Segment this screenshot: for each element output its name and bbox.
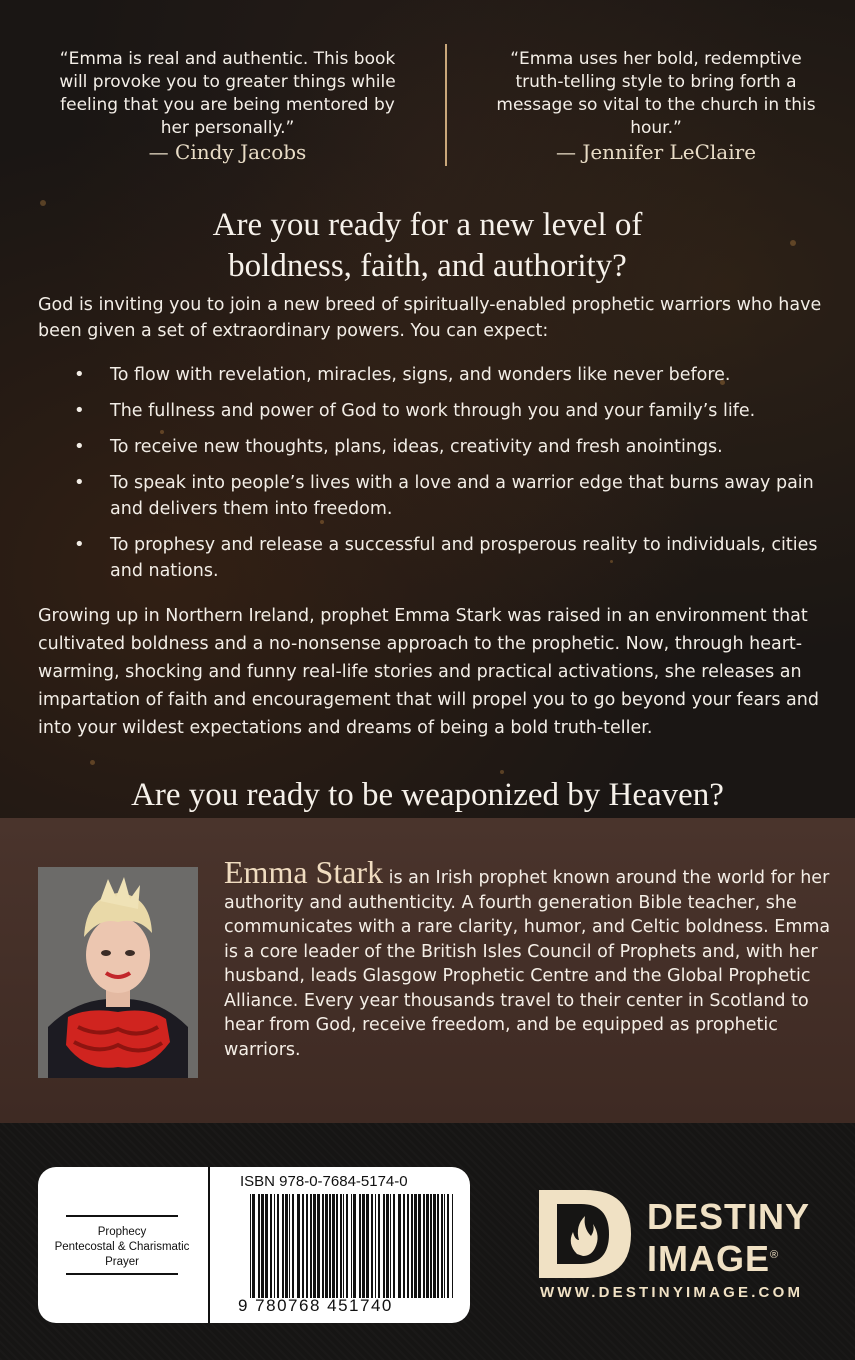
barcode-bar [302, 1194, 304, 1298]
barcode-bar [366, 1194, 369, 1298]
barcode-bar [362, 1194, 365, 1298]
barcode-bar [398, 1194, 401, 1298]
publisher-name [647, 1198, 810, 1278]
list-item: • To prophesy and release a successful and prosperous reality to individuals, cities and nations. [70, 532, 830, 584]
author-photo [38, 867, 198, 1078]
barcode-bar [371, 1194, 373, 1298]
publisher-name-line-2: IMAGE [647, 1238, 771, 1279]
description-paragraph: Growing up in Northern Ireland, prophet Emma Stark was raised in an environment that cultivated boldness and a no-nonsense approach to the prophetic. Now, through heart-warming, shocking and funny real-life stories and practical activations, she releases an impartation of faith and encouragement that will propel you to go beyond your fears and into your wildest expectations and dreams of being a bold truth-teller. [38, 606, 819, 738]
endorsement-jennifer-leclaire [495, 48, 817, 164]
barcode-bar [418, 1194, 421, 1298]
barcode-bar [426, 1194, 429, 1298]
barcode-bar [313, 1194, 316, 1298]
barcode-bar [310, 1194, 312, 1298]
barcode-bar [285, 1194, 288, 1298]
category-rule [66, 1273, 178, 1275]
list-item: • The fullness and power of God to work through you and your family’s life. [70, 398, 830, 424]
barcode-bar [383, 1194, 385, 1298]
barcode-bar [411, 1194, 413, 1298]
barcode-bar [444, 1194, 445, 1298]
endorsement-quote: “Emma is real and authentic. This book will provoke you to greater things while feeling that you are being mentored by her personally.” [59, 49, 396, 138]
category-item: Prophecy [97, 1226, 147, 1238]
barcode-bar [351, 1194, 352, 1298]
author-bio-text: is an Irish prophet known around the world for her authority and authenticity. A fourth generation Bible teacher, she communicates with a rare clarity, humor, and Celtic boldness. Emma is a core leader of the British Isles Council of Prophets and, with her husband, leads Glasgow Prophetic Centre and the Global Prophetic Alliance. Every year thousands travel to their center in Scotland to hear from God, receive freedom, and be equipped as prophetic warriors. [224, 868, 831, 1060]
closing-question: Are you ready to be weaponized by Heaven? [131, 777, 724, 813]
barcode-bar [289, 1194, 290, 1298]
endorsement-author: — Cindy Jacobs [148, 140, 307, 164]
author-bio [224, 854, 836, 1062]
barcode-bar [423, 1194, 425, 1298]
barcode-bar [340, 1194, 342, 1298]
barcode-bar [297, 1194, 300, 1298]
endorsement-author: — Jennifer LeClaire [555, 140, 757, 164]
barcode-bar [250, 1194, 251, 1298]
barcode-bar [265, 1194, 268, 1298]
list-item: • To receive new thoughts, plans, ideas, creativity and fresh anointings. [70, 434, 830, 460]
headline-line-2: boldness, faith, and authority? [228, 248, 627, 284]
barcode-bar [407, 1194, 409, 1298]
barcode-bar [441, 1194, 443, 1298]
isbn-label: ISBN 978-0-7684-5174-0 [240, 1173, 408, 1190]
barcode-bar [292, 1194, 294, 1298]
isbn-barcode [250, 1194, 454, 1298]
barcode-bar [386, 1194, 389, 1298]
barcode-bar [437, 1194, 439, 1298]
barcode-bar [270, 1194, 272, 1298]
barcode-bar [403, 1194, 405, 1298]
category-item: Pentecostal & Charismatic [54, 1241, 190, 1253]
barcode-bar [317, 1194, 320, 1298]
barcode-bar [390, 1194, 391, 1298]
list-item: • To speak into people’s lives with a love and a warrior edge that burns away pain and delivers them into freedom. [70, 470, 830, 522]
list-item: • To flow with revelation, miracles, signs, and wonders like never before. [70, 362, 830, 388]
category-item: Prayer [105, 1256, 139, 1268]
barcode-bar [261, 1194, 264, 1298]
barcode-bar [306, 1194, 308, 1298]
barcode-bar [343, 1194, 344, 1298]
barcode-bar [414, 1194, 417, 1298]
intro-paragraph: God is inviting you to join a new breed of spiritually-enabled prophetic warriors who have been given a set of extraordinary powers. You can expect: [38, 295, 822, 341]
barcode-bar [393, 1194, 395, 1298]
barcode-bar [353, 1194, 356, 1298]
barcode-bar [322, 1194, 324, 1298]
publisher-url[interactable]: WWW.DESTINYIMAGE.COM [540, 1284, 804, 1301]
endorsement-quote: “Emma uses her bold, redemptive truth-telling style to bring forth a message so vital to the church in this hour.” [496, 49, 816, 138]
barcode-bar [447, 1194, 449, 1298]
barcode-bar [452, 1194, 453, 1298]
barcode-bar [258, 1194, 260, 1298]
category-list [54, 1225, 190, 1270]
publisher-name-line-1: DESTINY [647, 1196, 811, 1237]
destiny-image-logo-icon [539, 1190, 631, 1278]
registered-mark: ® [770, 1249, 780, 1261]
endorsement-divider [445, 44, 447, 166]
headline-line-1: Are you ready for a new level of [212, 207, 643, 243]
barcode-bar [274, 1194, 275, 1298]
barcode-bar [433, 1194, 436, 1298]
author-name: Emma Stark [224, 854, 384, 890]
barcode-bar [252, 1194, 255, 1298]
barcode-bar [430, 1194, 432, 1298]
barcode-bar [329, 1194, 331, 1298]
isbn-digits: 9 780768 451740 [238, 1296, 393, 1315]
barcode-bar [325, 1194, 328, 1298]
expectations-list [70, 362, 830, 594]
barcode-bar [375, 1194, 376, 1298]
barcode-bar [346, 1194, 348, 1298]
barcode-bar [332, 1194, 335, 1298]
category-rule [66, 1215, 178, 1217]
barcode-bar [378, 1194, 380, 1298]
barcode-bar [282, 1194, 284, 1298]
barcode-bar [277, 1194, 279, 1298]
barcode-bar [336, 1194, 338, 1298]
endorsement-cindy-jacobs [55, 48, 400, 164]
barcode-bar [359, 1194, 361, 1298]
author-portrait-image [38, 867, 198, 1078]
